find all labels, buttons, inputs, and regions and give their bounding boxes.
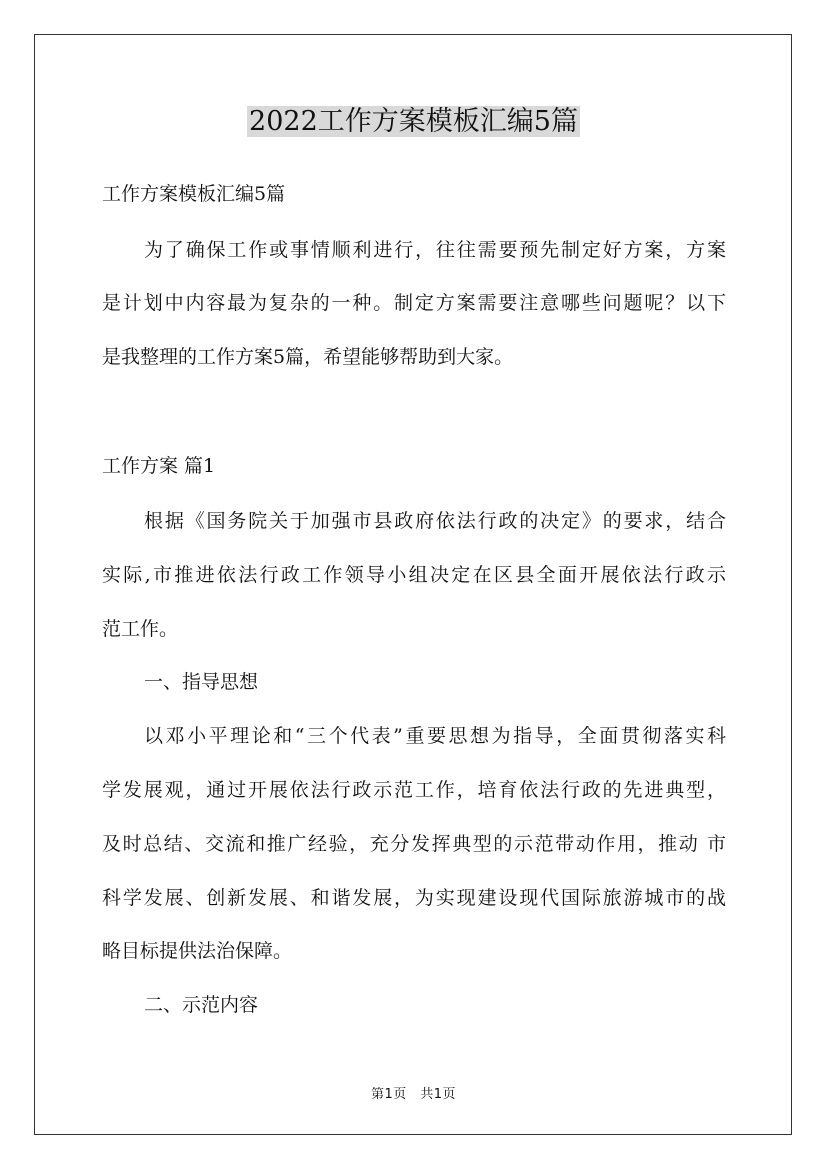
document-title-text: 2022工作方案模板汇编5篇 [249, 106, 578, 137]
intro-line-1: 为了确保工作或事情顺利进行，往往需要预先制定好方案，方案 [144, 239, 726, 261]
heading-guiding-ideology: 一、指导思想 [144, 671, 259, 693]
section-line-1: 根据《国务院关于加强市县政府依法行政的决定》的要求，结合 [144, 510, 726, 532]
intro-line-3: 是我整理的工作方案5篇，希望能够帮助到大家。 [102, 346, 514, 368]
guiding-line-5: 略目标提供法治保障。 [102, 940, 293, 962]
intro-line-2: 是计划中内容最为复杂的一种。制定方案需要注意哪些问题呢？以下 [102, 292, 726, 314]
guiding-line-4: 科学发展、创新发展、和谐发展，为实现建设现代国际旅游城市的战 [102, 887, 726, 909]
section-line-3: 范工作。 [102, 618, 179, 640]
guiding-line-3: 及时总结、交流和推广经验，充分发挥典型的示范带动作用，推动 市 [102, 833, 726, 855]
page-footer: 第1页 共1页 [370, 1087, 457, 1102]
section-line-2: 实际,市推进依法行政工作领导小组决定在区县全面开展依法行政示 [102, 564, 726, 586]
document-subtitle: 工作方案模板汇编5篇 [102, 183, 286, 205]
heading-demonstration-content: 二、示范内容 [144, 994, 259, 1016]
document-title [0, 100, 827, 144]
section-heading: 工作方案 篇1 [102, 455, 216, 477]
guiding-line-2: 学发展观，通过开展依法行政示范工作，培育依法行政的先进典型， [102, 779, 726, 801]
guiding-line-1: 以邓小平理论和“三个代表”重要思想为指导，全面贯彻落实科 [144, 725, 726, 747]
